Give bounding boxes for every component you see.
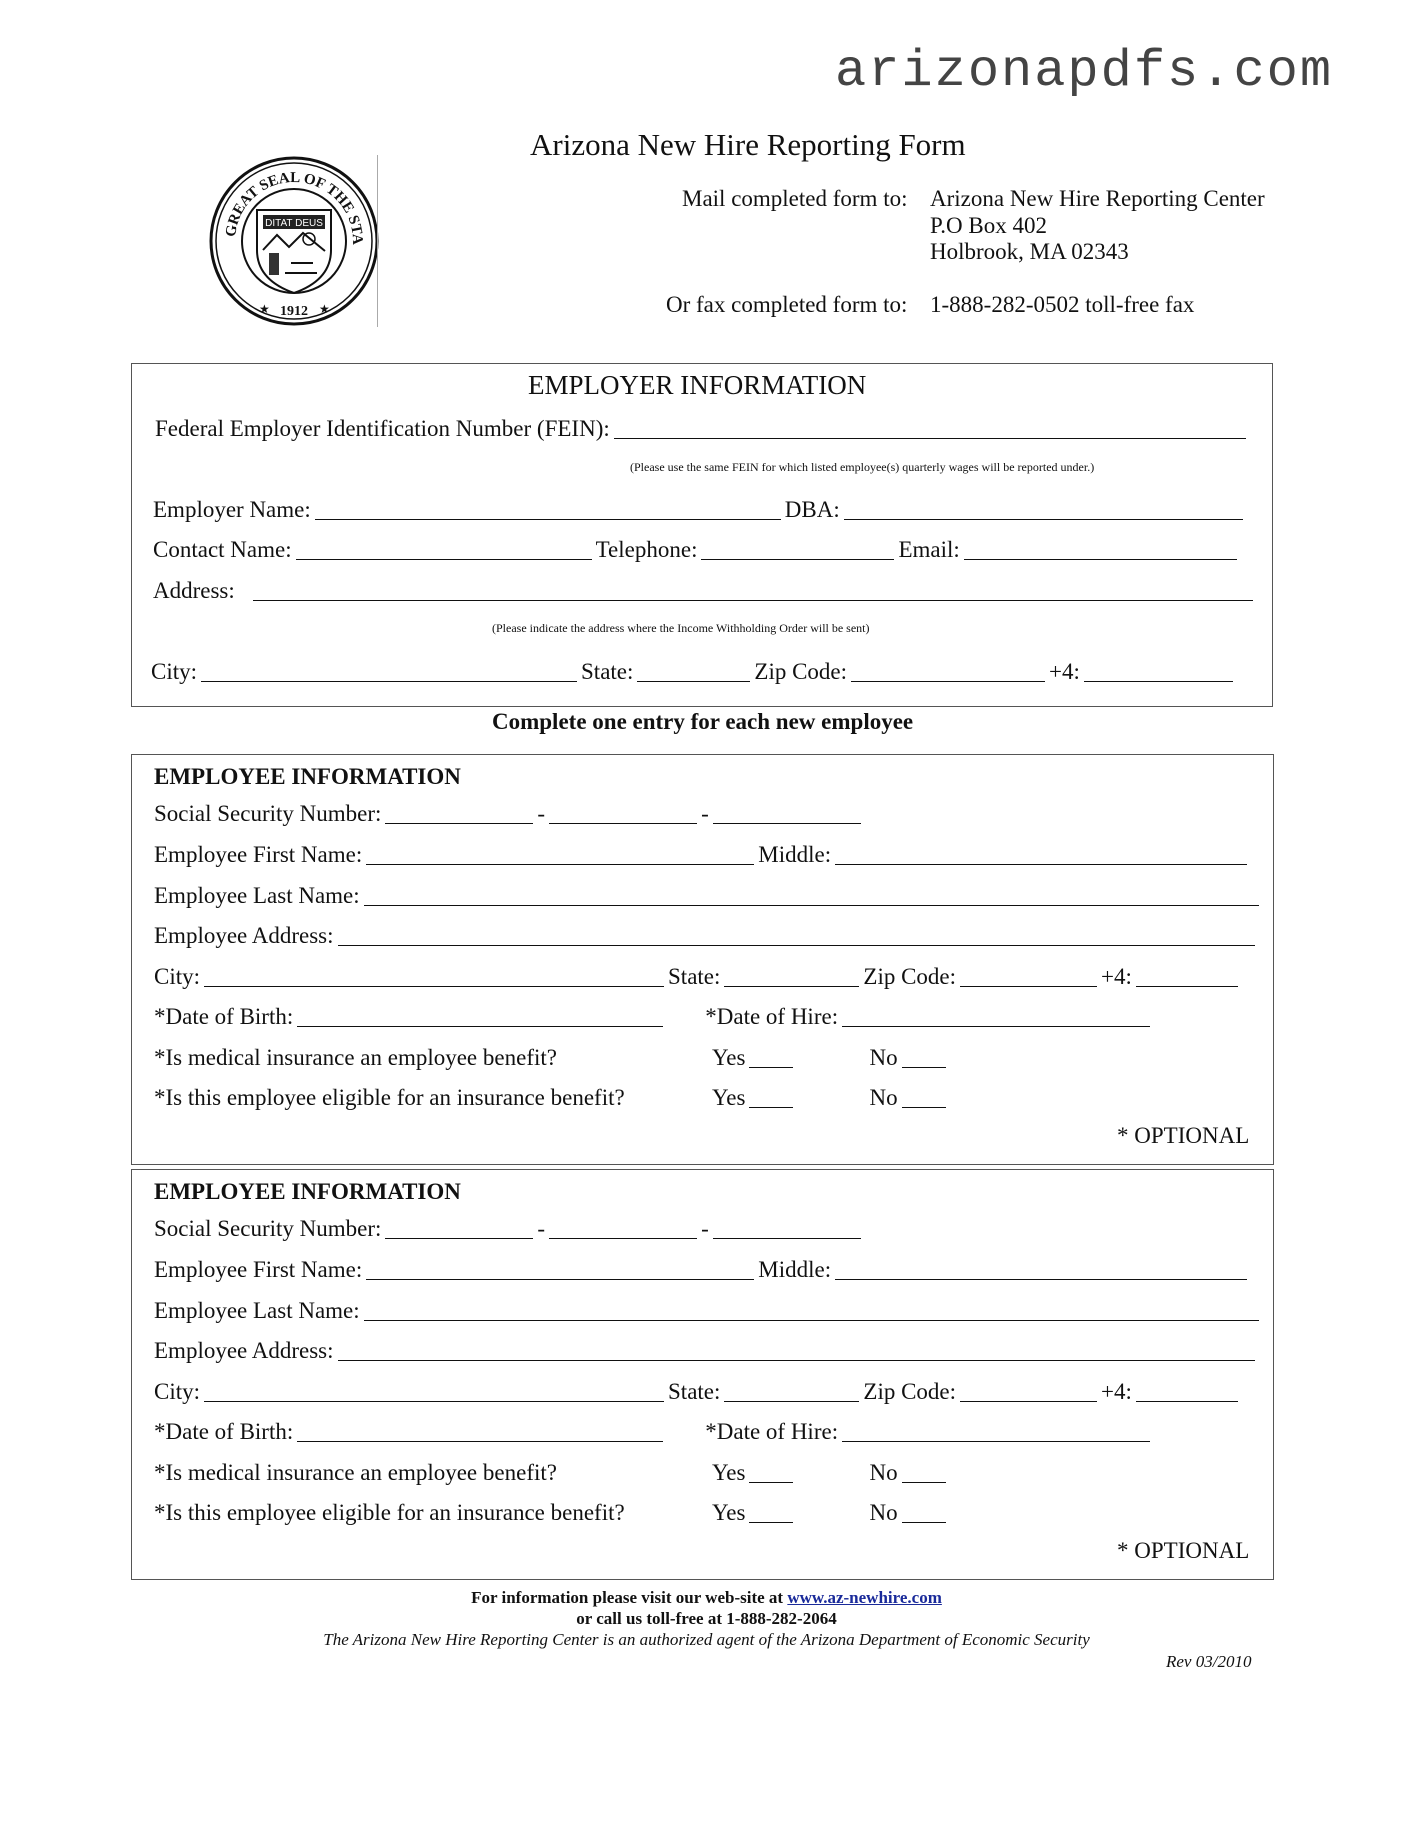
footer-call-line [0,1609,1413,1629]
employee-address-row [154,923,1259,949]
plus4-field[interactable] [1136,964,1238,987]
footer-agent-text: The Arizona New Hire Reporting Center is an authorized agent of the Arizona Department of Economic Security [323,1630,1090,1649]
medical-question-label: *Is medical insurance an employee benefit? [154,1045,557,1070]
footer-call-text: or call us toll-free at 1-888-282-2064 [576,1609,837,1628]
yes-label: Yes [712,1460,746,1485]
employee-heading: EMPLOYEE INFORMATION [154,764,461,789]
zip-label: Zip Code: [863,1379,957,1404]
no-field[interactable] [902,1045,946,1068]
middle-label: Middle: [758,1257,832,1282]
no-field[interactable] [902,1500,946,1523]
fein-row [155,416,1250,442]
city-field[interactable] [204,1379,664,1402]
watermark-text: arizonapdfs.com [835,42,1334,101]
doh-label: *Date of Hire: [705,1419,839,1444]
revision-text: Rev 03/2010 [1166,1652,1252,1671]
city-field[interactable] [204,964,664,987]
middle-name-field[interactable] [835,842,1247,865]
state-field[interactable] [637,659,750,682]
last-name-row [154,883,1263,909]
employer-name-row [153,497,1247,523]
zip-label: Zip Code: [754,659,848,684]
plus4-field[interactable] [1084,659,1233,682]
zip-field[interactable] [960,964,1097,987]
employee-name-row [154,842,1251,868]
optional-note: * OPTIONAL [1117,1538,1250,1563]
city-field[interactable] [201,659,577,682]
seal-year: 1912 [280,304,308,319]
page-title: Arizona New Hire Reporting Form [530,127,966,162]
mail-address-line: Holbrook, MA 02343 [930,239,1129,264]
seal-motto: DITAT DEUS [265,218,323,229]
yes-field[interactable] [749,1460,793,1483]
employer-heading: EMPLOYER INFORMATION [528,370,867,400]
eligibility-question-label: *Is this employee eligible for an insurance benefit? [154,1500,625,1525]
contact-name-field[interactable] [296,537,592,560]
no-field[interactable] [902,1085,946,1108]
no-label: No [869,1045,898,1070]
dob-row [154,1419,1154,1445]
employer-city-row [151,659,1237,685]
fax-number: 1-888-282-0502 toll-free fax [930,292,1195,317]
employer-information-box [131,363,1273,707]
ssn-field-part3[interactable] [713,801,861,824]
ssn-label: Social Security Number: [154,801,382,826]
dob-field[interactable] [297,1004,663,1027]
address-field[interactable] [253,578,1253,601]
yes-field[interactable] [749,1085,793,1108]
mail-address-line: P.O Box 402 [930,212,1047,238]
employee-address-row [154,1338,1259,1364]
ssn-dash: - [537,1216,546,1241]
employer-name-label: Employer Name: [153,497,311,522]
arizona-state-seal [205,155,383,327]
state-label: State: [668,1379,721,1404]
mail-address-line: Arizona New Hire Reporting Center [930,186,1265,211]
zip-field[interactable] [960,1379,1097,1402]
employer-name-field[interactable] [315,497,781,520]
doh-field[interactable] [842,1419,1150,1442]
svg-text:GREAT SEAL OF THE STATE OF ARI: GREAT SEAL OF THE STA [222,169,366,244]
employee-city-row [154,1379,1242,1405]
ssn-field-part3[interactable] [713,1216,861,1239]
last-name-field[interactable] [364,883,1259,906]
last-name-label: Employee Last Name: [154,1298,360,1323]
middle-name-field[interactable] [835,1257,1247,1280]
mail-label: Mail completed form to: [682,186,908,211]
employee-heading: EMPLOYEE INFORMATION [154,1179,461,1204]
state-label: State: [581,659,634,684]
yes-field[interactable] [749,1045,793,1068]
no-label: No [869,1500,898,1525]
first-name-field[interactable] [366,1257,754,1280]
dba-field[interactable] [844,497,1243,520]
no-field[interactable] [902,1460,946,1483]
employee-address-label: Employee Address: [154,1338,334,1363]
state-label: State: [668,964,721,989]
first-name-label: Employee First Name: [154,1257,363,1282]
zip-label: Zip Code: [863,964,957,989]
no-label: No [869,1085,898,1110]
zip-field[interactable] [851,659,1045,682]
employer-address-row [153,578,1257,604]
ssn-label: Social Security Number: [154,1216,382,1241]
yes-label: Yes [712,1500,746,1525]
svg-text:★: ★ [319,302,330,316]
footer-visit-line [0,1588,1413,1608]
ssn-dash: - [701,1216,709,1241]
last-name-row [154,1298,1263,1324]
no-label: No [869,1460,898,1485]
city-label: City: [151,659,198,684]
contact-name-label: Contact Name: [153,537,292,562]
eligibility-question-label: *Is this employee eligible for an insurance benefit? [154,1085,625,1110]
state-field[interactable] [724,964,859,987]
dob-field[interactable] [297,1419,663,1442]
dob-label: *Date of Birth: [154,1419,294,1444]
medical-question-row [154,1460,950,1486]
employee-city-row [154,964,1242,990]
website-link[interactable]: www.az-newhire.com [787,1588,942,1607]
plus4-label: +4: [1101,964,1132,989]
yes-label: Yes [712,1045,746,1070]
ssn-field-part1[interactable] [385,801,533,824]
last-name-field[interactable] [364,1298,1259,1321]
city-label: City: [154,964,201,989]
eligibility-question-row [154,1085,950,1111]
contact-row [153,537,1241,563]
last-name-label: Employee Last Name: [154,883,360,908]
email-label: Email: [898,537,960,562]
yes-field[interactable] [749,1500,793,1523]
fein-note: (Please use the same FEIN for which listed employee(s) quarterly wages will be reported under.) [630,460,1095,474]
ssn-field-part2[interactable] [549,1216,697,1239]
ssn-row [154,1216,865,1242]
fein-label: Federal Employer Identification Number (FEIN): [155,416,610,441]
dob-label: *Date of Birth: [154,1004,294,1029]
doh-label: *Date of Hire: [705,1004,839,1029]
first-name-label: Employee First Name: [154,842,363,867]
first-name-field[interactable] [366,842,754,865]
optional-note: * OPTIONAL [1117,1123,1250,1148]
ssn-dash: - [701,801,709,826]
employee-name-row [154,1257,1251,1283]
medical-question-row [154,1045,950,1071]
eligibility-question-row [154,1500,950,1526]
plus4-field[interactable] [1136,1379,1238,1402]
svg-text:★: ★ [259,302,270,316]
yes-label: Yes [712,1085,746,1110]
employee-address-field[interactable] [338,923,1255,946]
fax-label: Or fax completed form to: [666,292,908,317]
divider [377,155,378,327]
employee-address-field[interactable] [338,1338,1255,1361]
plus4-label: +4: [1101,1379,1132,1404]
mail-address [930,186,1265,266]
medical-question-label: *Is medical insurance an employee benefit? [154,1460,557,1485]
instruction-text: Complete one entry for each new employee [492,709,914,734]
plus4-label: +4: [1049,659,1080,684]
state-field[interactable] [724,1379,859,1402]
ssn-row [154,801,865,827]
ssn-dash: - [537,801,546,826]
employee-address-label: Employee Address: [154,923,334,948]
footer-visit-text: For information please visit our web-site at [471,1588,784,1607]
email-field[interactable] [964,537,1237,560]
address-note: (Please indicate the address where the Income Withholding Order will be sent) [492,621,870,635]
city-label: City: [154,1379,201,1404]
telephone-label: Telephone: [595,537,698,562]
middle-label: Middle: [758,842,832,867]
dob-row [154,1004,1154,1030]
address-label: Address: [153,578,235,603]
ssn-field-part1[interactable] [385,1216,533,1239]
ssn-field-part2[interactable] [549,801,697,824]
telephone-field[interactable] [701,537,894,560]
dba-label: DBA: [784,497,840,522]
doh-field[interactable] [842,1004,1150,1027]
fein-field[interactable] [614,416,1246,439]
